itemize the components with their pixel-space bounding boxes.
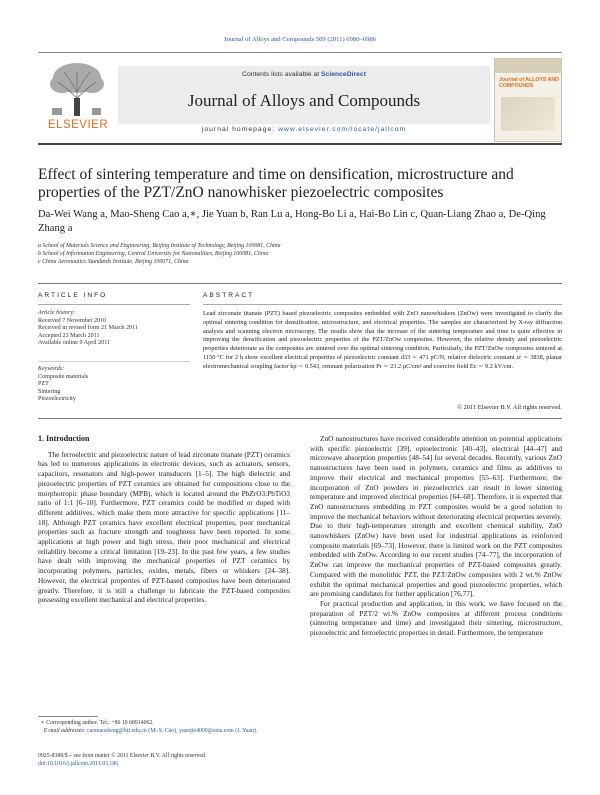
paragraph: For practical production and application, in this work, we have focused on the preparation of PZT/2 wt.% ZnOw composites at different process conditions (sintering temperature and time) and investigated their sintering, microstructure, piezoelectric and ferroelectric properties in detail. Furthermore, the temperature: [310, 598, 562, 638]
left-column: [38, 434, 290, 605]
footnote-rule: [38, 716, 98, 717]
journal-cover-thumbnail: [494, 58, 562, 142]
keyword-item: Sintering: [38, 388, 61, 395]
copyright-notice: © 2011 Elsevier B.V. All rights reserved.: [457, 404, 562, 411]
keyword-item: Composite materials: [38, 373, 89, 380]
cover-top-bar: [495, 59, 561, 73]
history-received: Received 7 November 2010: [38, 317, 107, 324]
contents-prefix: Contents lists available at: [242, 71, 321, 78]
journal-reference[interactable]: Journal of Alloys and Compounds 509 (2011) 6980–6986: [224, 36, 376, 43]
divider-top: [38, 283, 562, 284]
history-revised: Received in revised form 21 March 2011: [38, 325, 138, 332]
author-list: Da-Wei Wang a, Mao-Sheng Cao a,∗, Jie Yuan b, Ran Lu a, Hong-Bo Li a, Hai-Bo Lin c, Quan-Liang Zhao a, De-Qing Zhang a: [38, 209, 546, 234]
journal-homepage-line: [118, 126, 490, 133]
abstract-rule: [203, 304, 562, 305]
footnotes: [38, 720, 290, 735]
paragraph: The ferroelectric and piezoelectric nature of lead zirconate titanate (PZT) ceramics has led to numerous applications in electronic devices, such as actuators, sensors, capacitors, resonators and high-power transducers [1–5]. The high dielectric and piezoelectric properties of PZT ceramics are obtained for compositions close to the morphotropic phase boundary (MPB), which is located around the PbZrO3:PbTiO3 ratio of 1:1 [6–10]. Furthermore, PZT ceramics could be modified or doped with different additives, which make them more attractive for specific applications [11–18]. Although PZT ceramics have excellent electrical properties, poor mechanical properties such as fracture strength and toughness have been reported. In some applications at high power and high stress, their poor mechanical and electrical reliability become a critical limitation [19–23]. In the past few years, a few studies have dealt with improving the mechanical properties of PZT ceramics by incorporating polymers, particles, oxides, metals, fibers or whiskers [24–38]. However, the electrical properties of PZT-based composites have been deteriorated greatly. Therefore, it is still a challenge to fabricate the PZT-based composites possessing excellent mechanical and electrical properties.: [38, 449, 290, 605]
abstract-body: Lead zirconate titanate (PZT) based piezoelectric composites embedded with ZnO nanowhiskers (ZnOw) were investigated to clarify the optimal sintering condition for densification, microstructure, and electrical properties. The samples are characterized by X-ray diffraction analysis and scanning electron microscopy. The results show that the increase of the sintering temperature and time is quite effective in improving the densification and piezoelectric properties of the PZT/ZnOw composites. However, the relative density and piezoelectric properties deteriorate as the composites are sintered over the optimal sintering condition. Particularly, the PZT/ZnOw composites sintered at 1150 °C for 2 h show excellent electrical properties of piezoelectric constant d33 ∼ 471 pC/N, relative dielectric constant εr ∼ 3838, planar electromechanical coupling factor kp ∼ 0.543, remnant polarization Pr ∼ 23.2 μC/cm² and coercive field Ec ∼ 9.2 kV/cm.: [203, 310, 562, 370]
contents-lists-line: [118, 71, 490, 78]
keyword-item: PZT: [38, 381, 49, 388]
email-addresses[interactable]: caomaosheng@bit.edu.cn (M.-S. Cao), yuanjie4000@sina.com (J. Yuan).: [87, 727, 258, 734]
sciencedirect-link[interactable]: ScienceDirect: [321, 71, 366, 78]
keywords: [38, 366, 188, 404]
article-info-heading: ARTICLE INFO: [38, 292, 108, 299]
elsevier-wordmark: ELSEVIER: [47, 119, 109, 131]
divider-bottom: [38, 418, 562, 419]
affiliation-a: a School of Materials Science and Engineering, Beijing Institute of Technology, Beijing 100081, China: [38, 243, 281, 249]
abstract-heading: ABSTRACT: [203, 292, 255, 299]
keyword-item: Piezoelectricity: [38, 396, 76, 403]
history-online: Available online 9 April 2011: [38, 340, 111, 347]
paragraph: ZnO nanostructures have received considerable attention on potential applications with specific piezoelectric [39], optoelectronic [40–43], electrical [44–47] and microwave absorption properties [48–54] for several decades. Recently, various ZnO nanostructures have been used in polymers, ceramics and films as additives to improve their electrical and mechanical properties [55–63]. Furthermore, the incorporation of ZnO powders in piezoelectrics can result in lower sintering temperature and improved electrical properties [64–68]. Therefore, it is expected that ZnO nanostructures embedding in PZT composites would be a good solution to improve the mechanical behaviors without deteriorating electrical properties severely. Due to their high-temperature strength and excellent chemical stability, ZnO nanowhiskers (ZnOw) have been used for industrial applications as reinforced composite materials [69–73]. However, there is limited work on the PZT composites embedded with ZnOw. According to our recent studies [74–77], the incorporation of ZnOw can improve the mechanical properties of PZT-based composites greatly. Compared with the monolithic PZT, the PZT/ZnOw composites with 2 wt.% ZnOw exhibit the optimal mechanical properties and good piezoelectric properties, which are promising candidates for further application [76,77].: [310, 434, 562, 599]
homepage-link[interactable]: www.elsevier.com/locate/jallcom: [278, 126, 407, 133]
homepage-prefix: journal homepage:: [201, 126, 279, 133]
corresponding-tel: Tel.: +86 10 68914062.: [99, 720, 154, 726]
corresponding-label: ∗ Corresponding author.: [40, 720, 99, 726]
affiliations: [38, 242, 562, 266]
history-label: Article history:: [38, 310, 76, 316]
right-column: [310, 434, 562, 638]
cover-image: [501, 97, 555, 131]
email-label: E-mail addresses:: [43, 727, 86, 734]
journal-title: Journal of Alloys and Compounds: [187, 91, 421, 110]
elsevier-tree-logo-icon: [40, 58, 114, 118]
section-heading-introduction: 1. Introduction: [38, 434, 90, 443]
affiliation-b: b School of Information Engineering, Central University for Nationalities, Beijing 100081, China: [38, 251, 269, 257]
article-title: Effect of sintering temperature and time on densification, microstructure and properties of the PZT/ZnO nanowhisker piezoelectric composites: [38, 166, 514, 201]
email-note: [38, 728, 290, 736]
doi-link[interactable]: doi:10.1016/j.jallcom.2011.03.186: [38, 760, 119, 767]
keywords-label: Keywords:: [38, 366, 65, 372]
keywords-rule: [38, 361, 190, 362]
article-history: [38, 310, 188, 348]
corresponding-author-note: [38, 720, 290, 728]
cover-title: Journal of ALLOYS AND COMPOUNDS: [499, 77, 559, 89]
history-accepted: Accepted 23 March 2011: [38, 332, 100, 339]
affiliation-c: c China Aeronautics Standards Institute, Beijing 100071, China: [38, 259, 189, 265]
issn-line: 0925-8388/$ – see front matter © 2011 Elsevier B.V. All rights reserved.: [38, 753, 207, 759]
article-info-rule: [38, 304, 190, 305]
publication-info: [38, 753, 338, 768]
